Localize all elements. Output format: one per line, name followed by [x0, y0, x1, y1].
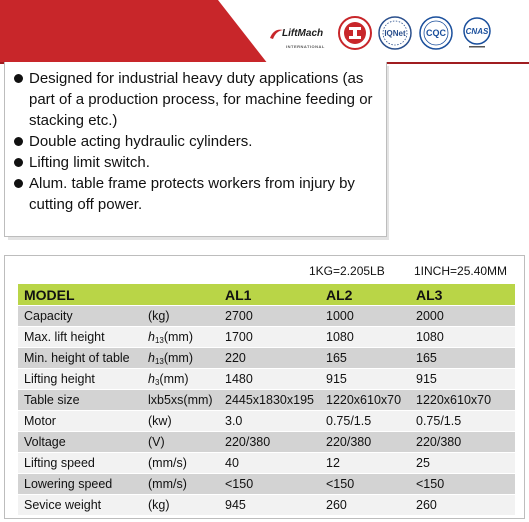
value-cell: 1000 — [320, 306, 410, 327]
row-label: Capacity — [18, 306, 142, 327]
row-label: Lifting speed — [18, 453, 142, 474]
table-row — [18, 495, 515, 516]
feature-item — [13, 131, 383, 152]
table-row — [18, 306, 515, 327]
cqc-seal-icon — [419, 16, 453, 50]
value-cell: 1080 — [410, 327, 515, 348]
row-label: Table size — [18, 390, 142, 411]
row-label: Lifting height — [18, 369, 142, 390]
row-unit — [142, 390, 219, 411]
table-row — [18, 453, 515, 474]
bullet-icon — [14, 158, 23, 167]
value-cell: 260 — [320, 495, 410, 516]
header-cell: AL3 — [410, 284, 515, 306]
value-cell: 1480 — [219, 369, 320, 390]
row-label: Max. lift height — [18, 327, 142, 348]
header-cell: AL1 — [219, 284, 320, 306]
header-cell: MODEL — [18, 284, 142, 306]
row-unit — [142, 474, 219, 495]
row-label: Lowering speed — [18, 474, 142, 495]
unit-subscript: 13 — [154, 335, 164, 345]
header-banner — [0, 0, 529, 64]
cnas-seal-icon — [460, 16, 494, 50]
value-cell: 915 — [320, 369, 410, 390]
unit-symbol: h — [148, 329, 155, 344]
table-row — [18, 327, 515, 348]
inch-conversion: 1INCH=25.40MM — [414, 264, 508, 278]
row-unit — [142, 327, 219, 348]
unit-text: (mm) — [163, 329, 194, 344]
iqnet-seal-icon — [378, 16, 412, 50]
value-cell: 0.75/1.5 — [410, 411, 515, 432]
brand-subtitle: INTERNATIONAL — [286, 44, 325, 49]
unit-text: (mm) — [159, 371, 189, 386]
unit-symbol: h — [148, 371, 155, 386]
table-header-row — [18, 284, 515, 306]
value-cell: 2000 — [410, 306, 515, 327]
spec-table — [18, 284, 515, 516]
value-cell: 220/380 — [320, 432, 410, 453]
value-cell: 1220x610x70 — [320, 390, 410, 411]
table-row — [18, 432, 515, 453]
row-unit — [142, 306, 219, 327]
certification-seal-icon — [338, 16, 372, 50]
row-unit — [142, 369, 219, 390]
value-cell: 2445x1830x195 — [219, 390, 320, 411]
value-cell: 25 — [410, 453, 515, 474]
feature-text: Designed for industrial heavy duty applications (as part of a production process, for machine feeding or stacking etc.) — [29, 70, 373, 129]
value-cell: 1080 — [320, 327, 410, 348]
unit-text: (V) — [148, 435, 165, 449]
table-row — [18, 474, 515, 495]
row-unit — [142, 348, 219, 369]
brand-name: LiftMach — [282, 28, 324, 39]
bullet-icon — [14, 74, 23, 83]
table-row — [18, 411, 515, 432]
value-cell: 165 — [320, 348, 410, 369]
row-unit — [142, 411, 219, 432]
value-cell: 220/380 — [219, 432, 320, 453]
row-unit — [142, 495, 219, 516]
spec-panel — [4, 255, 525, 519]
feature-item — [13, 173, 383, 215]
bullet-icon — [14, 179, 23, 188]
feature-text: Alum. table frame protects workers from injury by cutting off power. — [29, 175, 355, 213]
svg-text:IQNet: IQNet — [384, 29, 406, 38]
value-cell: 260 — [410, 495, 515, 516]
row-unit — [142, 432, 219, 453]
bullet-icon — [14, 137, 23, 146]
feature-item — [13, 152, 383, 173]
table-row — [18, 348, 515, 369]
header-cell — [142, 284, 219, 306]
value-cell: 165 — [410, 348, 515, 369]
brand-logo — [268, 24, 334, 49]
value-cell: 2700 — [219, 306, 320, 327]
unit-symbol: h — [148, 350, 155, 365]
unit-text: (mm/s) — [148, 477, 187, 491]
unit-text: (kw) — [148, 414, 172, 428]
row-label: Voltage — [18, 432, 142, 453]
svg-text:CNAS: CNAS — [465, 27, 489, 36]
feature-item — [13, 68, 383, 131]
features-panel — [4, 62, 387, 237]
row-label: Motor — [18, 411, 142, 432]
row-unit — [142, 453, 219, 474]
unit-text: lxb5xs(mm) — [148, 393, 213, 407]
value-cell: 40 — [219, 453, 320, 474]
unit-text: (kg) — [148, 309, 170, 323]
value-cell: <150 — [410, 474, 515, 495]
unit-text: (mm) — [163, 350, 194, 365]
value-cell: <150 — [320, 474, 410, 495]
table-row — [18, 390, 515, 411]
value-cell: 915 — [410, 369, 515, 390]
value-cell: 1220x610x70 — [410, 390, 515, 411]
unit-text: (kg) — [148, 498, 170, 512]
feature-list — [13, 68, 383, 215]
features-shadow-bottom — [8, 237, 389, 240]
row-label: Min. height of table — [18, 348, 142, 369]
value-cell: 12 — [320, 453, 410, 474]
value-cell: 945 — [219, 495, 320, 516]
value-cell: 220/380 — [410, 432, 515, 453]
feature-text: Double acting hydraulic cylinders. — [29, 133, 253, 150]
value-cell: 1700 — [219, 327, 320, 348]
row-label: Sevice weight — [18, 495, 142, 516]
unit-subscript: 13 — [154, 356, 164, 366]
header-cell: AL2 — [320, 284, 410, 306]
table-row — [18, 369, 515, 390]
feature-text: Lifting limit switch. — [29, 154, 150, 171]
value-cell: <150 — [219, 474, 320, 495]
unit-text: (mm/s) — [148, 456, 187, 470]
unit-subscript: 3 — [154, 377, 160, 387]
value-cell: 3.0 — [219, 411, 320, 432]
value-cell: 220 — [219, 348, 320, 369]
kg-conversion: 1KG=2.205LB — [309, 264, 385, 278]
svg-text:CQC: CQC — [426, 28, 446, 38]
value-cell: 0.75/1.5 — [320, 411, 410, 432]
